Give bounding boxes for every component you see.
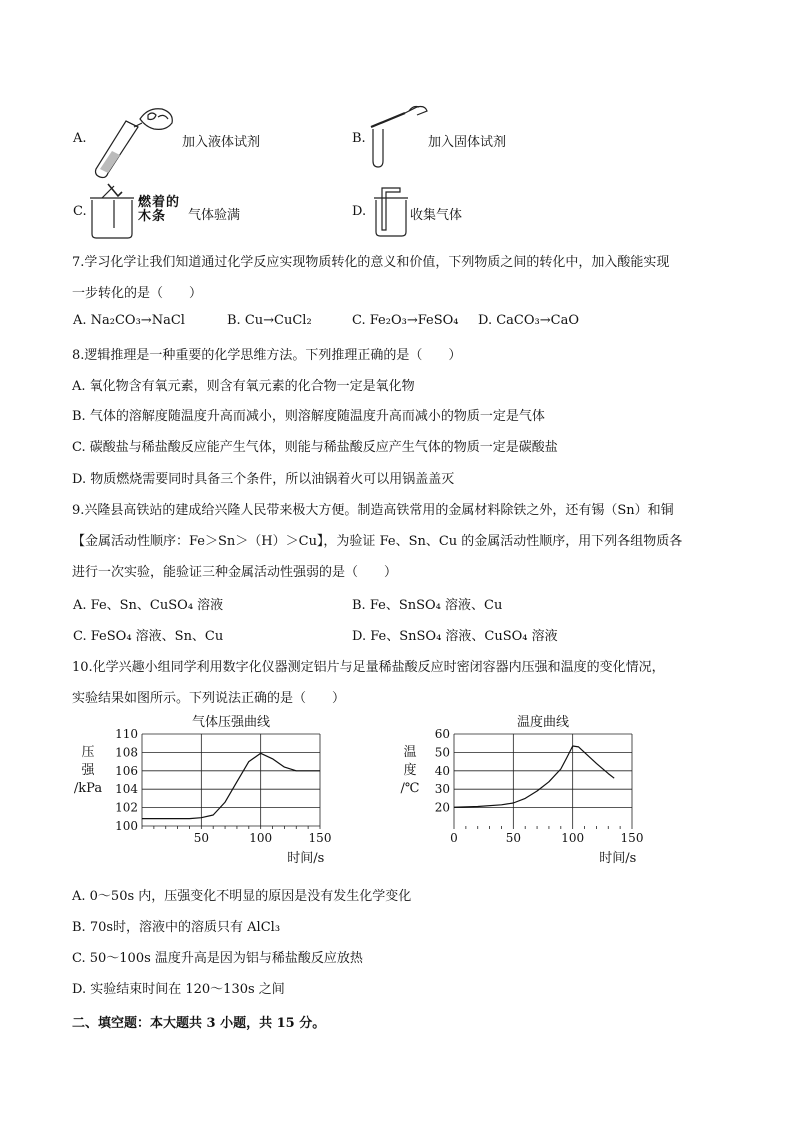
option-letter: C. — [73, 204, 87, 219]
q8-option-a[interactable]: A. 氧化物含有氧元素，则含有氧元素的化合物一定是氧化物 — [72, 379, 415, 394]
y-tick-label: 106 — [115, 763, 138, 778]
pressure-chart — [70, 712, 340, 870]
section-prefix: 二、填空题：本大题共 — [72, 1016, 207, 1031]
option-caption: 加入固体试剂 — [428, 135, 507, 150]
x-tick-label: 50 — [505, 831, 521, 845]
q7-option-d[interactable]: D. CaCO₃→CaO — [478, 313, 579, 328]
y-tick-label: 40 — [434, 763, 450, 778]
q10-option-d[interactable]: D. 实验结束时间在 120～130s 之间 — [72, 982, 285, 997]
q8-option-c[interactable]: C. 碳酸盐与稀盐酸反应能产生气体，则能与稀盐酸反应产生气体的物质一定是碳酸盐 — [72, 440, 558, 455]
q10-stem-line2: 实验结果如图所示。下列说法正确的是（ ） — [72, 691, 346, 706]
q7-option-b[interactable]: B. Cu→CuCl₂ — [227, 313, 312, 328]
x-tick-label: 100 — [249, 831, 273, 845]
y-tick-label: 104 — [115, 782, 138, 797]
q9-stem-line2: 【金属活动性顺序：Fe＞Sn＞（H）＞Cu】，为验证 Fe、Sn、Cu 的金属活动性顺序，用下列各组物质各 — [72, 534, 683, 549]
section-2-heading — [72, 1012, 325, 1031]
x-tick-label: 150 — [620, 831, 644, 845]
temperature-chart — [392, 712, 662, 870]
q9-option-b[interactable]: B. Fe、SnSO₄ 溶液、Cu — [352, 598, 503, 613]
y-tick-label: 102 — [115, 800, 138, 815]
q10-stem-line1: 10.化学兴趣小组同学利用数字化仪器测定铝片与足量稀盐酸反应时密闭容器内压强和温度的变化情况， — [72, 660, 665, 675]
option-letter: D. — [352, 204, 367, 219]
q7-option-c[interactable]: C. Fe₂O₃→FeSO₄ — [352, 313, 459, 328]
solid-reagent-figure — [365, 103, 435, 173]
x-axis-label: 时间/s — [287, 851, 325, 866]
q7-stem-line2: 一步转化的是（ ） — [72, 286, 203, 301]
gas-collection-figure — [370, 180, 415, 240]
chart-title: 气体压强曲线 — [191, 715, 271, 730]
q10-option-c[interactable]: C. 50～100s 温度升高是因为铝与稀盐酸反应放热 — [72, 951, 363, 966]
section-points: 15 — [276, 1016, 295, 1031]
q9-option-a[interactable]: A. Fe、Sn、CuSO₄ 溶液 — [73, 598, 224, 613]
q8-option-b[interactable]: B. 气体的溶解度随温度升高而减小，则溶解度随温度升高而减小的物质一定是气体 — [72, 409, 545, 424]
y-tick-label: 20 — [434, 800, 450, 815]
x-tick-label: 50 — [193, 831, 209, 845]
x-tick-label: 100 — [561, 831, 585, 845]
y-axis-label: 压 — [81, 745, 95, 760]
liquid-reagent-figure — [90, 103, 180, 183]
option-caption: 加入液体试剂 — [182, 135, 261, 150]
q9-option-c[interactable]: C. FeSO₄ 溶液、Sn、Cu — [73, 629, 224, 644]
q9-stem-line3: 进行一次实验，能验证三种金属活动性强弱的是（ ） — [72, 565, 398, 580]
option-caption: 气体验满 — [188, 208, 241, 223]
option-letter: B. — [352, 131, 366, 146]
gas-check-figure — [88, 180, 138, 240]
q10-option-a[interactable]: A. 0～50s 内，压强变化不明显的原因是没有发生化学变化 — [72, 889, 412, 904]
q8-option-d[interactable]: D. 物质燃烧需要同时具备三个条件，所以油锅着火可以用锅盖盖灭 — [72, 472, 455, 487]
series-line — [142, 753, 320, 818]
x-axis-label: 时间/s — [599, 851, 637, 866]
q8-stem: 8.逻辑推理是一种重要的化学思维方法。下列推理正确的是（ ） — [72, 348, 462, 363]
y-tick-label: 100 — [115, 819, 138, 833]
series-line — [454, 746, 614, 807]
y-tick-label: 108 — [115, 745, 138, 760]
y-tick-label: 50 — [434, 745, 450, 760]
y-axis-label: /kPa — [73, 781, 103, 796]
y-tick-label: 60 — [434, 727, 450, 741]
chart-title: 温度曲线 — [516, 715, 570, 730]
q10-option-b[interactable]: B. 70s时，溶液中的溶质只有 AlCl₃ — [72, 920, 281, 935]
section-suffix: 分。 — [294, 1016, 326, 1031]
q7-option-a[interactable]: A. Na₂CO₃→NaCl — [73, 313, 185, 328]
y-axis-label: 温 — [403, 745, 417, 760]
x-tick-label: 150 — [308, 831, 332, 845]
option-caption: 收集气体 — [410, 208, 463, 223]
y-tick-label: 110 — [115, 727, 138, 741]
y-tick-label: 30 — [434, 782, 450, 797]
q9-stem-line1: 9.兴隆县高铁站的建成给兴隆人民带来极大方便。制造高铁常用的金属材料除铁之外，还有锡（Sn）和铜 — [72, 503, 674, 518]
y-axis-label: 强 — [81, 763, 95, 778]
q9-option-d[interactable]: D. Fe、SnSO₄ 溶液、CuSO₄ 溶液 — [352, 629, 558, 644]
option-letter: A. — [73, 131, 87, 146]
y-axis-label: /℃ — [400, 781, 420, 796]
x-tick-label: 0 — [450, 831, 458, 845]
burning-stick-label: 燃着的木条 — [138, 195, 181, 224]
section-mid: 小题，共 — [215, 1016, 277, 1031]
section-count: 3 — [206, 1016, 216, 1031]
q7-stem-line1: 7.学习化学让我们知道通过化学反应实现物质转化的意义和价值，下列物质之间的转化中，加入酸能实现 — [72, 255, 670, 270]
y-axis-label: 度 — [403, 763, 417, 778]
